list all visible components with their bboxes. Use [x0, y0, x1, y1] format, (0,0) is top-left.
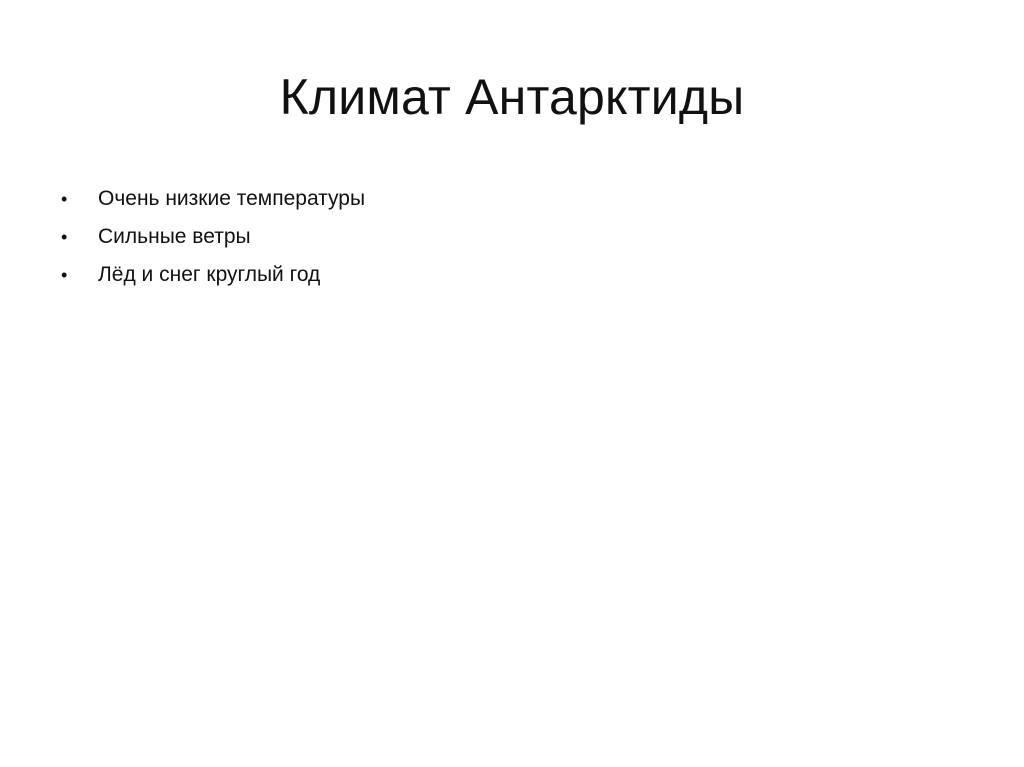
bullet-text: Лёд и снег круглый год [98, 263, 321, 286]
bullet-list [58, 180, 365, 294]
bullet-icon: • [61, 189, 68, 209]
bullet-text: Сильные ветры [98, 225, 251, 248]
bullet-icon: • [61, 227, 68, 247]
bullet-item [58, 218, 365, 256]
bullet-item [58, 256, 365, 294]
slide-title: Климат Антарктиды [279, 69, 745, 125]
bullet-icon: • [61, 265, 68, 285]
bullet-item [58, 180, 365, 218]
bullet-text: Очень низкие температуры [98, 187, 366, 210]
